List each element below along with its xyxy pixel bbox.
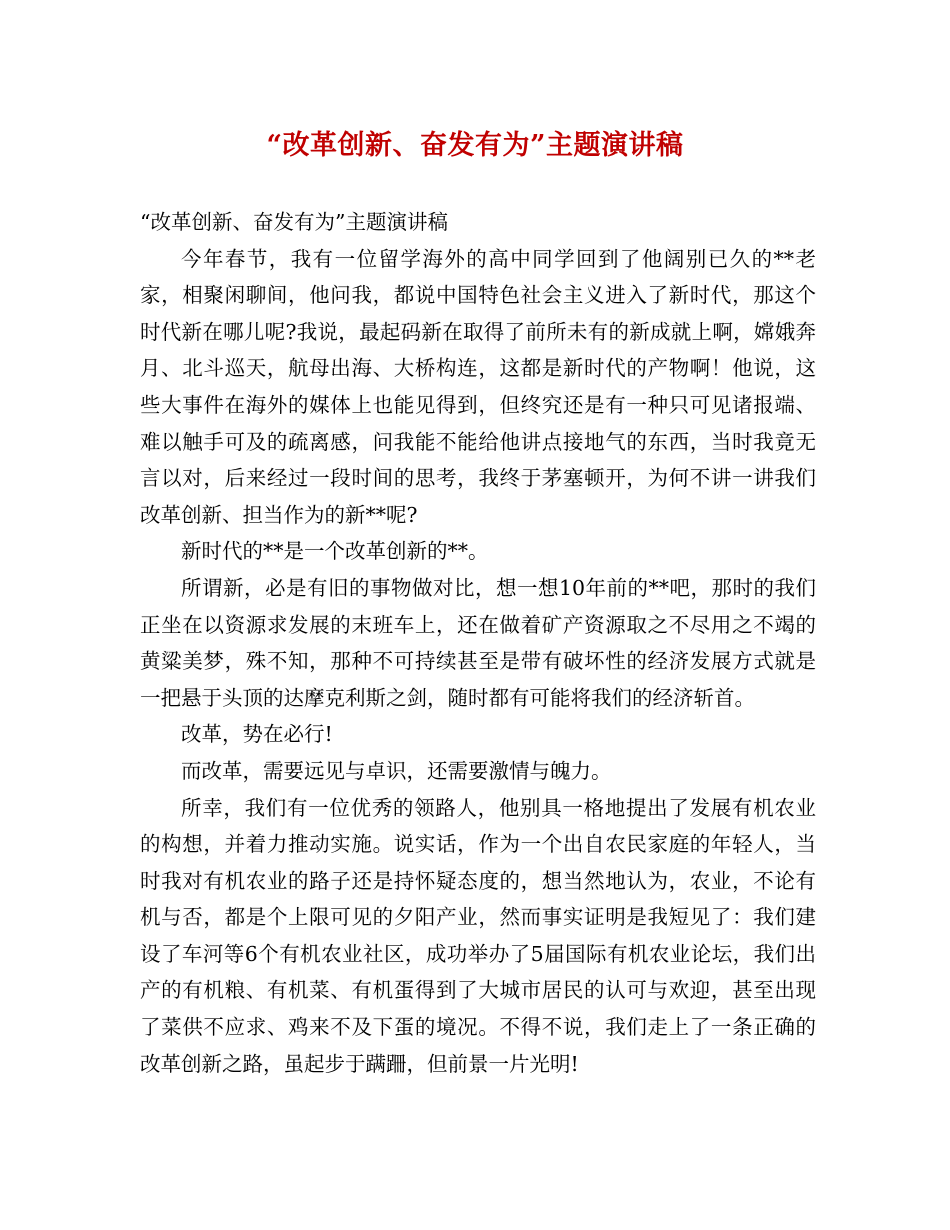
paragraph-6: 所幸，我们有一位优秀的领路人，他别具一格地提出了发展有机农业的构想，并着力推动实施。说实话，作为一个出自农民家庭的年轻人，当时我对有机农业的路子还是持怀疑态度的，想当然地认为，农业，不论有机与否，都是个上限可见的夕阳产业，然而事实证明是我短见了：我们建设了车河等6个有机农业社区，成功举办了5届国际有机农业论坛，我们出产的有机粮、有机菜、有机蛋得到了大城市居民的认可与欢迎，甚至出现了菜供不应求、鸡来不及下蛋的境况。不得不说，我们走上了一条正确的改革创新之路，虽起步于蹒跚，但前景一片光明!: [140, 795, 816, 1076]
paragraph-3: 所谓新，必是有旧的事物做对比，想一想10年前的**吧，那时的我们正坐在以资源求发展的末班车上，还在做着矿产资源取之不尽用之不竭的黄粱美梦，殊不知，那种不可持续甚至是带有破坏性的经济发展方式就是一把悬于头顶的达摩克利斯之剑，随时都有可能将我们的经济斩首。: [140, 575, 816, 710]
document-body: [140, 204, 816, 1082]
paragraph-4: 改革，势在必行!: [181, 722, 333, 747]
document-subtitle: “改革创新、奋发有为”主题演讲稿: [140, 210, 448, 234]
paragraph-2: 新时代的**是一个改革创新的**。: [181, 539, 489, 564]
paragraph-5: 而改革，需要远见与卓识，还需要激情与魄力。: [181, 758, 612, 783]
paragraph-1: 今年春节，我有一位留学海外的高中同学回到了他阔别已久的**老家，相聚闲聊间，他问我，都说中国特色社会主义进入了新时代，那这个时代新在哪儿呢?我说，最起码新在取得了前所未有的新成就上啊，嫦娥奔月、北斗巡天，航母出海、大桥构连，这都是新时代的产物啊！他说，这些大事件在海外的媒体上也能见得到，但终究还是有一种只可见诸报端、难以触手可及的疏离感，问我能不能给他讲点接地气的东西，当时我竟无言以对，后来经过一段时间的思考，我终于茅塞顿开，为何不讲一讲我们改革创新、担当作为的新**呢?: [140, 246, 816, 527]
document-title: “改革创新、奋发有为”主题演讲稿: [266, 130, 684, 161]
